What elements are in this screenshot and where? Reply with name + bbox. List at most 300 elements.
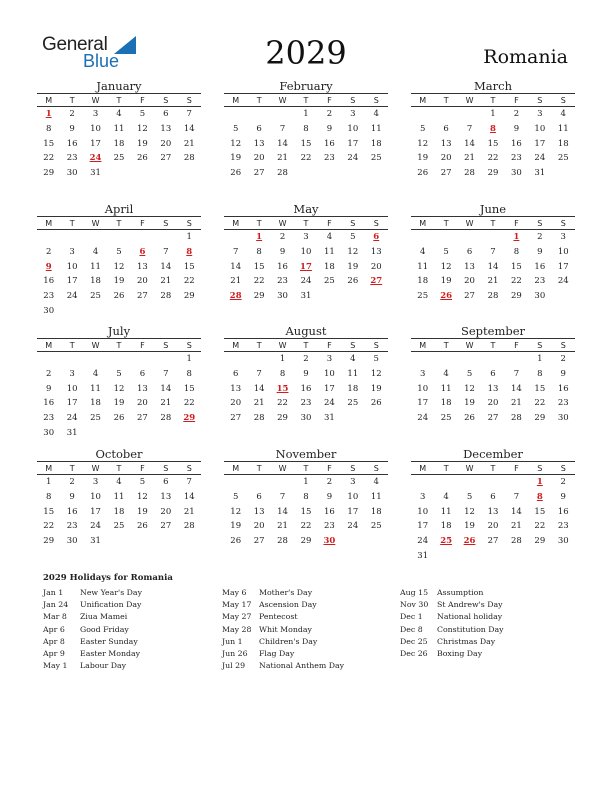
day-cell: 13 [370,247,382,258]
day-cell: 28 [183,521,195,532]
weekday-label: T [256,340,262,350]
day-cell: 24 [347,521,359,532]
holiday-name: Assumption [437,588,484,597]
day-cell: 31 [534,168,546,179]
week-row [224,475,388,490]
day-cell: 8 [46,492,52,503]
week-row [411,259,575,274]
day-cell: 7 [233,247,239,258]
day-cell: 3 [303,232,309,243]
month-title: May [293,202,319,216]
day-cell: 22 [43,521,55,532]
holiday-row [400,624,570,636]
holiday-day-cell: 25 [440,536,453,547]
day-cell: 10 [300,247,312,258]
holiday-name: Mother's Day [259,588,313,597]
day-cell: 15 [300,138,312,149]
day-cell: 29 [183,291,195,302]
month-march [411,79,575,180]
day-cell: 31 [417,550,429,561]
day-cell: 28 [277,168,288,179]
weekday-label: S [537,218,543,228]
weekday-label: T [116,95,122,105]
day-cell: 13 [230,383,242,394]
day-cell: 2 [279,232,286,243]
month-december [411,447,575,563]
day-cell: 7 [163,369,169,380]
day-cell: 15 [300,506,312,517]
week-row [411,519,575,534]
month-november [224,447,388,548]
week-row [37,352,201,367]
holiday-date: Jun 1 [222,636,243,646]
day-cell: 22 [253,276,265,287]
day-cell: 16 [510,138,522,149]
day-cell: 26 [113,291,125,302]
day-cell: 16 [323,138,335,149]
day-cell: 8 [537,369,543,380]
day-cell: 16 [557,506,569,517]
weekday-label: W [465,340,474,350]
day-cell: 24 [90,521,101,532]
weekday-label: S [186,218,192,228]
weekday-header [411,216,575,230]
weekday-label: T [303,218,309,228]
week-row [37,245,201,260]
day-cell: 10 [66,261,78,272]
week-row [37,259,201,274]
weekday-label: S [350,463,356,473]
day-cell: 17 [66,276,78,287]
day-cell: 5 [139,109,146,120]
day-cell: 23 [557,398,569,409]
day-cell: 29 [534,413,546,424]
day-cell: 13 [487,506,499,517]
day-cell: 9 [303,369,309,380]
weekday-label: T [69,218,75,228]
day-cell: 4 [373,109,379,120]
day-cell: 23 [557,521,569,532]
weekday-label: T [303,95,309,105]
month-title: April [104,202,134,216]
holiday-name: Unification Day [80,600,142,610]
day-cell: 17 [557,261,569,272]
day-cell: 7 [163,247,169,258]
weekday-label: T [490,463,496,473]
week-row [37,519,201,534]
day-cell: 25 [370,153,382,164]
day-cell: 20 [136,276,148,287]
day-cell: 24 [66,413,78,424]
day-cell: 18 [113,138,125,149]
day-cell: 14 [160,383,172,394]
week-row [37,475,201,490]
week-row [224,166,388,181]
day-cell: 25 [557,153,569,164]
weekday-label: T [116,218,122,228]
day-cell: 30 [66,536,78,547]
weekday-label: T [490,95,496,105]
day-cell: 5 [373,354,379,365]
holiday-date: Jun 26 [222,648,248,658]
day-cell: 6 [490,492,496,503]
day-cell: 25 [440,413,452,424]
holidays-title: 2029 Holidays for Romania [43,573,173,583]
holiday-name: Good Friday [80,624,129,634]
day-cell: 22 [183,398,195,409]
day-cell: 6 [490,369,496,380]
week-row [411,151,575,166]
day-cell: 10 [534,124,546,135]
day-cell: 27 [487,536,499,547]
day-cell: 21 [277,153,288,164]
holiday-name: Whit Monday [259,624,312,634]
month-title: December [463,447,523,461]
holiday-day-cell: 1 [513,232,520,243]
day-cell: 27 [230,413,242,424]
day-cell: 1 [279,354,286,365]
day-cell: 19 [230,153,242,164]
day-cell: 24 [300,276,312,287]
weekday-header [224,338,388,352]
weekday-label: M [232,218,240,228]
holiday-date: Nov 30 [400,600,429,610]
day-cell: 20 [253,153,265,164]
day-cell: 3 [350,109,356,120]
week-row [37,274,201,289]
day-cell: 21 [510,398,522,409]
month-april [37,202,201,318]
weekday-header [411,461,575,475]
day-cell: 15 [487,138,499,149]
weekday-label: S [373,218,379,228]
day-cell: 7 [256,369,262,380]
day-cell: 10 [347,124,359,135]
day-cell: 6 [256,492,262,503]
day-cell: 26 [136,521,148,532]
day-cell: 13 [464,261,475,272]
weekday-label: T [443,218,449,228]
day-cell: 22 [300,153,312,164]
holiday-name: Ziua Mamei [80,612,128,622]
day-cell: 30 [277,291,288,302]
day-cell: 14 [487,261,499,272]
day-cell: 31 [323,413,335,424]
holiday-day-cell: 1 [536,477,543,488]
holiday-name: Ascension Day [259,600,317,610]
week-row [224,411,388,426]
month-title: November [275,447,337,461]
week-row [224,122,388,137]
week-row [411,475,575,490]
day-cell: 4 [350,354,356,365]
weekday-label: W [278,95,287,105]
day-cell: 17 [417,521,429,532]
weekday-label: M [419,95,427,105]
week-row [224,396,388,411]
weekday-label: W [91,218,100,228]
holiday-day-cell: 1 [45,109,52,120]
day-cell: 14 [160,261,172,272]
day-cell: 25 [90,291,101,302]
week-row [411,245,575,260]
weekday-label: S [560,95,566,105]
week-row [411,504,575,519]
holiday-row [400,587,570,599]
day-cell: 8 [186,369,192,380]
day-cell: 5 [350,232,356,243]
day-cell: 14 [464,138,475,149]
logo-text-blue: Blue [83,51,120,71]
day-cell: 8 [303,492,309,503]
day-cell: 11 [323,247,335,258]
day-cell: 22 [534,398,546,409]
holiday-date: May 1 [43,661,68,671]
weekday-label: M [45,218,53,228]
day-cell: 13 [487,383,499,394]
day-cell: 20 [253,521,265,532]
day-cell: 13 [136,383,148,394]
weekday-label: S [560,463,566,473]
day-cell: 14 [277,138,288,149]
day-cell: 11 [347,369,359,380]
day-cell: 9 [513,124,520,135]
holiday-day-cell: 28 [229,291,242,302]
weekday-label: M [419,218,427,228]
day-cell: 28 [277,536,288,547]
day-cell: 3 [420,369,426,380]
day-cell: 27 [136,413,148,424]
week-row [37,303,201,318]
weekday-header [411,93,575,107]
week-row [37,230,201,245]
day-cell: 5 [233,492,239,503]
day-cell: 24 [347,153,359,164]
weekday-label: S [350,218,356,228]
day-cell: 16 [43,276,55,287]
day-cell: 20 [160,138,172,149]
day-cell: 27 [136,291,148,302]
holiday-name: Children's Day [259,636,318,646]
day-cell: 23 [300,398,312,409]
week-row [411,548,575,563]
holiday-name: Easter Sunday [80,636,138,646]
week-row [37,122,201,137]
weekday-label: T [303,340,309,350]
day-cell: 28 [160,291,172,302]
day-cell: 16 [66,138,78,149]
holiday-name: New Year's Day [80,588,142,597]
week-row [224,151,388,166]
day-cell: 22 [300,521,312,532]
day-cell: 12 [136,124,148,135]
day-cell: 8 [303,124,309,135]
day-cell: 14 [183,124,195,135]
week-row [411,122,575,137]
holiday-row [400,599,570,611]
day-cell: 10 [557,247,569,258]
holiday-day-cell: 30 [323,536,336,547]
day-cell: 4 [116,109,122,120]
day-cell: 22 [510,276,522,287]
week-row [37,490,201,505]
day-cell: 11 [440,383,452,394]
day-cell: 26 [230,536,242,547]
weekday-label: S [560,218,566,228]
day-cell: 3 [92,477,99,488]
holiday-row [400,636,570,648]
day-cell: 10 [90,492,101,503]
day-cell: 3 [69,369,75,380]
weekday-label: T [443,463,449,473]
day-cell: 16 [300,383,312,394]
day-cell: 18 [323,261,335,272]
holiday-date: May 6 [222,588,247,597]
week-row [224,490,388,505]
day-cell: 5 [116,247,122,258]
day-cell: 2 [560,477,566,488]
month-title: June [479,202,507,216]
day-cell: 13 [253,506,265,517]
day-cell: 6 [256,124,262,135]
day-cell: 21 [253,398,265,409]
day-cell: 9 [69,492,75,503]
day-cell: 9 [560,492,566,503]
month-title: July [107,324,131,338]
day-cell: 3 [69,247,75,258]
day-cell: 6 [163,109,169,120]
weekday-label: W [91,95,100,105]
day-cell: 17 [347,138,359,149]
weekday-label: S [186,95,192,105]
holiday-name: Easter Monday [80,648,141,658]
day-cell: 21 [510,521,522,532]
day-cell: 13 [160,492,172,503]
holiday-row [222,587,392,599]
day-cell: 9 [326,124,333,135]
week-row [411,381,575,396]
holiday-day-cell: 8 [490,124,496,135]
day-cell: 2 [69,109,75,120]
day-cell: 18 [370,138,382,149]
day-cell: 9 [46,383,52,394]
day-cell: 30 [66,168,78,179]
day-cell: 4 [92,369,99,380]
day-cell: 25 [90,413,101,424]
day-cell: 30 [557,413,569,424]
day-cell: 5 [116,369,122,380]
week-row [224,136,388,151]
day-cell: 30 [557,536,569,547]
day-cell: 24 [557,276,569,287]
weekday-label: S [186,463,192,473]
day-cell: 26 [136,153,148,164]
day-cell: 20 [464,276,475,287]
weekday-label: S [163,95,169,105]
day-cell: 12 [464,383,475,394]
holiday-name: Pentecost [259,612,298,622]
week-row [224,534,388,549]
weekday-label: T [69,340,75,350]
month-june [411,202,575,303]
weekday-label: F [327,340,332,350]
week-row [411,289,575,304]
holiday-date: Dec 26 [400,648,428,658]
holiday-name: St Andrew's Day [437,600,503,610]
day-cell: 12 [370,369,382,380]
week-row [37,411,201,426]
day-cell: 7 [466,124,473,135]
day-cell: 24 [417,536,429,547]
weekday-label: T [443,340,449,350]
weekday-label: M [232,463,240,473]
holiday-name: Labour Day [80,661,127,671]
day-cell: 11 [440,506,452,517]
day-cell: 13 [160,124,172,135]
weekday-label: S [537,463,543,473]
day-cell: 27 [464,291,475,302]
weekday-label: T [256,95,262,105]
day-cell: 14 [510,383,522,394]
week-row [411,107,575,122]
holiday-name: Christmas Day [437,636,496,646]
weekday-label: W [91,463,100,473]
day-cell: 17 [347,506,359,517]
day-cell: 19 [113,398,125,409]
weekday-label: T [256,463,262,473]
holiday-row [43,599,213,611]
day-cell: 20 [230,398,242,409]
day-cell: 26 [370,398,382,409]
day-cell: 1 [303,109,309,120]
day-cell: 18 [440,521,452,532]
weekday-label: M [45,95,53,105]
weekday-label: W [91,340,100,350]
day-cell: 9 [326,492,333,503]
day-cell: 22 [277,398,288,409]
month-title: January [96,79,142,93]
day-cell: 19 [230,521,242,532]
month-october [37,447,201,548]
month-january [37,79,201,180]
day-cell: 17 [90,138,101,149]
holiday-day-cell: 24 [89,153,102,164]
day-cell: 11 [90,261,101,272]
day-cell: 12 [113,261,125,272]
holiday-row [43,636,213,648]
month-title: August [285,324,327,338]
day-cell: 8 [279,369,286,380]
week-row [224,107,388,122]
day-cell: 26 [417,168,429,179]
day-cell: 6 [443,124,449,135]
day-cell: 7 [513,492,520,503]
day-cell: 18 [557,138,569,149]
holiday-date: Apr 8 [43,636,65,646]
holiday-column-1 [43,587,213,672]
day-cell: 1 [490,109,496,120]
day-cell: 16 [66,506,78,517]
holiday-date: Apr 6 [43,624,65,634]
weekday-label: F [327,95,332,105]
day-cell: 26 [113,413,125,424]
week-row [37,136,201,151]
holiday-row [222,648,392,660]
day-cell: 31 [300,291,312,302]
day-cell: 29 [510,291,522,302]
day-cell: 10 [417,506,429,517]
holiday-name: National holiday [437,612,503,622]
